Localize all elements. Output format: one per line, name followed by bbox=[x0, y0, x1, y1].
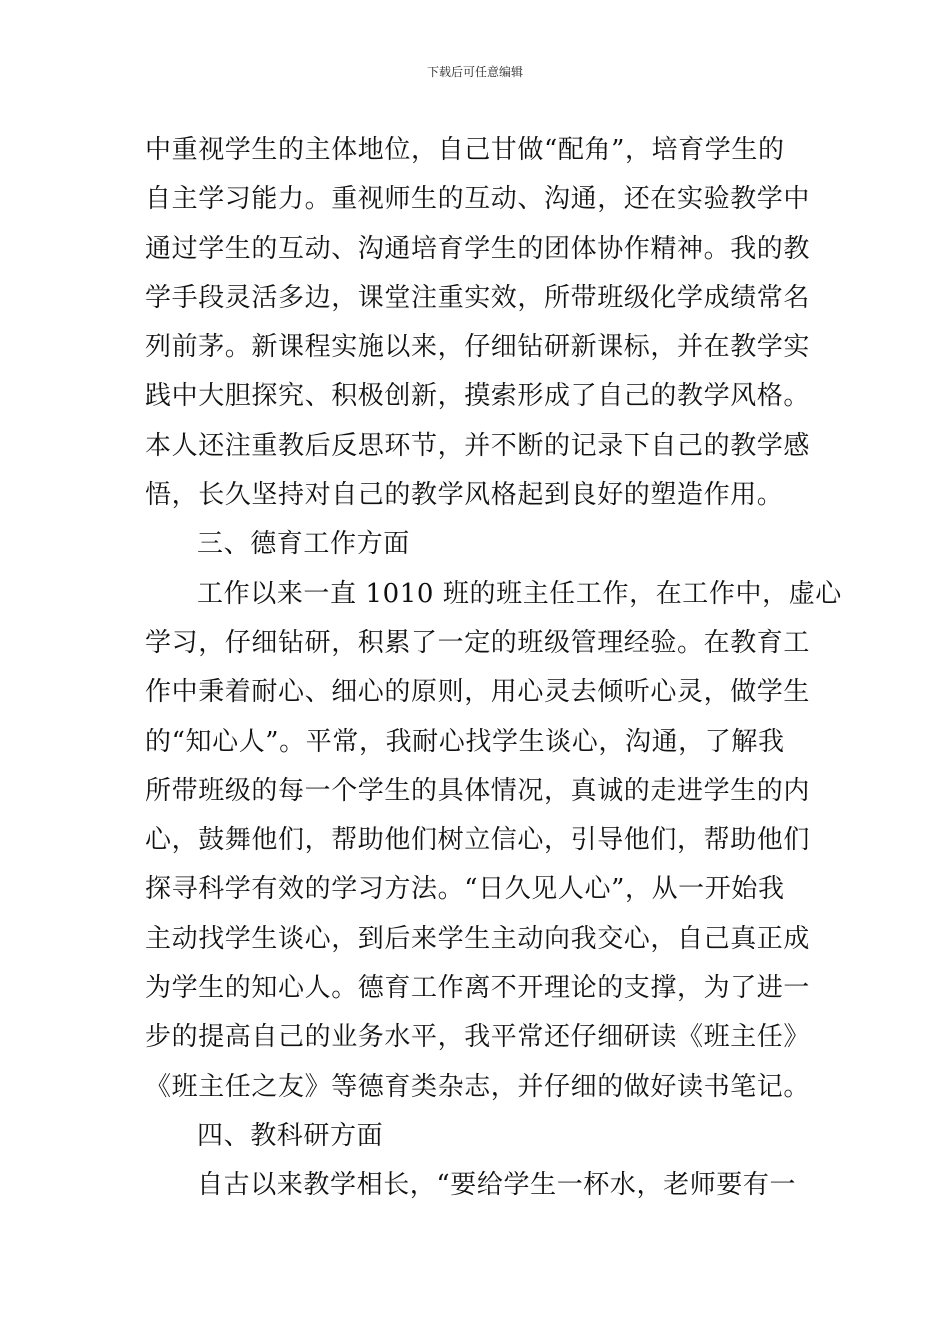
paragraph-line: 列前茅。新课程实施以来，仔细钻研新课标，并在教学实 bbox=[145, 332, 811, 363]
paragraph-line: 心，鼓舞他们，帮助他们树立信心，引导他们，帮助他们 bbox=[145, 825, 811, 856]
paragraph-line: 工作以来一直 1010 班的班主任工作，在工作中，虚心 bbox=[197, 578, 842, 609]
paragraph-line: 作中秉着耐心、细心的原则，用心灵去倾听心灵，做学生 bbox=[145, 677, 811, 708]
paragraph-line: 自主学习能力。重视师生的互动、沟通，还在实验教学中 bbox=[145, 184, 811, 215]
paragraph-line: 主动找学生谈心，到后来学生主动向我交心，自己真正成 bbox=[145, 923, 811, 954]
paragraph-line: 中重视学生的主体地位，自己甘做“配角”，培育学生的 bbox=[145, 135, 785, 165]
paragraph-line: 《班主任之友》等德育类杂志，并仔细的做好读书笔记。 bbox=[145, 1071, 811, 1102]
paragraph-line: 学习，仔细钻研，积累了一定的班级管理经验。在教育工 bbox=[145, 627, 811, 658]
paragraph-line: 自古以来教学相长，“要给学生一杯水，老师要有一 bbox=[197, 1170, 797, 1201]
document-body bbox=[145, 126, 842, 1211]
paragraph-line: 学手段灵活多边，课堂注重实效，所带班级化学成绩常名 bbox=[145, 282, 811, 313]
paragraph-line: 通过学生的互动、沟通培育学生的团体协作精神。我的教 bbox=[145, 233, 811, 264]
paragraph-line: 的“知心人”。平常，我耐心找学生谈心，沟通，了解我 bbox=[145, 726, 785, 757]
paragraph-line: 步的提高自己的业务水平，我平常还仔细研读《班主任》 bbox=[145, 1022, 811, 1053]
section-heading-moral-education: 三、德育工作方面 bbox=[197, 529, 410, 560]
paragraph-line: 为学生的知心人。德育工作离不开理论的支撑，为了进一 bbox=[145, 973, 811, 1004]
paragraph-line: 悟，长久坚持对自己的教学风格起到良好的塑造作用。 bbox=[145, 480, 784, 511]
paragraph-line: 所带班级的每一个学生的具体情况，真诚的走进学生的内 bbox=[145, 775, 811, 806]
paragraph-line: 践中大胆探究、积极创新，摸索形成了自己的教学风格。 bbox=[145, 381, 811, 412]
page-header-note: 下载后可任意编辑 bbox=[426, 65, 523, 79]
section-heading-research: 四、教科研方面 bbox=[197, 1120, 384, 1151]
paragraph-line: 探寻科学有效的学习方法。“日久见人心”，从一开始我 bbox=[145, 874, 785, 905]
paragraph-line: 本人还注重教后反思环节，并不断的记录下自己的教学感 bbox=[145, 430, 811, 461]
